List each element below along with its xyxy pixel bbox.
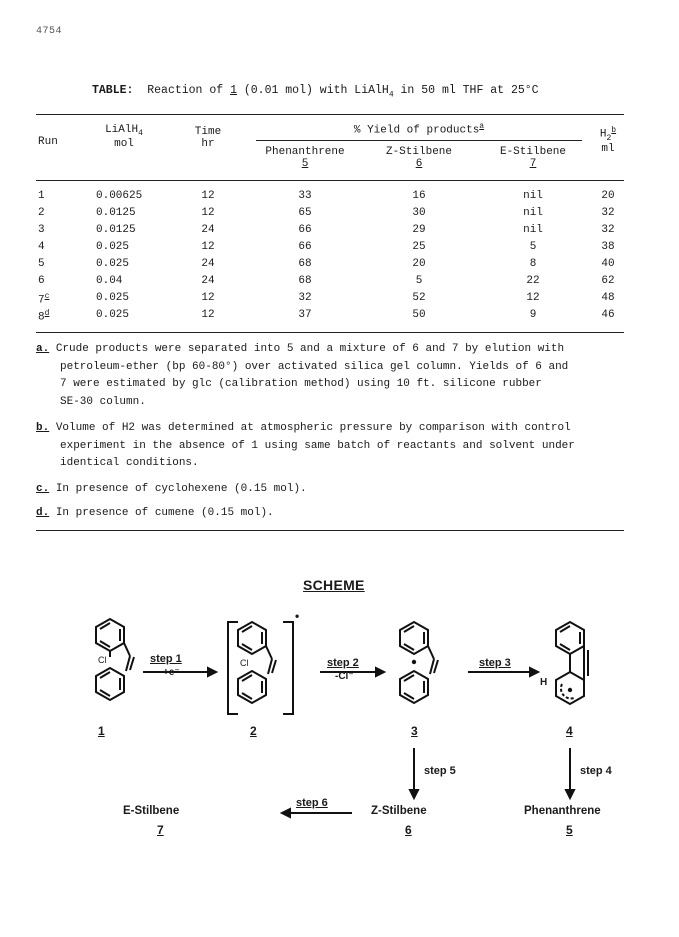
cell-run: 4	[38, 241, 45, 253]
cell-lialh4: 0.025	[96, 309, 130, 321]
page-number: 4754	[36, 26, 63, 37]
cell-z-stilbene: 5	[415, 275, 423, 287]
cell-z-stilbene: 52	[412, 292, 426, 304]
compound-1-number: 1	[98, 724, 105, 738]
footnote-a-line2: petroleum-ether (bp 60-80°) over activated silica gel column. Yields of 6 and	[60, 360, 569, 373]
cell-h2: 32	[601, 224, 615, 236]
cell-lialh4: 0.0125	[96, 224, 136, 236]
cell-phenanthrene: 32	[298, 292, 312, 304]
scheme-title: SCHEME	[303, 577, 365, 593]
cell-run: 3	[38, 224, 45, 236]
cell-time: 24	[201, 275, 215, 287]
cell-e-stilbene: 22	[526, 275, 540, 287]
header-z-stilbene-ref: 6	[415, 158, 423, 170]
phenanthrene-number: 5	[566, 823, 573, 837]
z-stilbene-number: 6	[405, 823, 412, 837]
cell-time: 12	[201, 292, 215, 304]
step-1-label: step 1	[150, 653, 182, 665]
header-h2-unit: ml	[601, 142, 615, 155]
cell-phenanthrene: 33	[298, 190, 312, 202]
cell-h2: 20	[601, 190, 615, 202]
header-lialh4-sub: 4	[138, 129, 143, 139]
cell-e-stilbene: nil	[523, 224, 543, 236]
header-lialh4-unit: mol	[114, 138, 134, 151]
phenanthrene-label: Phenanthrene	[524, 805, 601, 817]
footnote-c-text: In presence of cyclohexene (0.15 mol).	[55, 483, 307, 495]
cell-e-stilbene: nil	[523, 190, 543, 202]
cell-time: 12	[201, 207, 215, 219]
footnote-d-tag: d.	[36, 507, 50, 519]
footnote-b-line2: experiment in the absence of 1 using same batch of reactants and solvent under	[60, 439, 575, 452]
cell-run-number: 8	[38, 311, 45, 324]
cell-phenanthrene: 68	[298, 258, 312, 270]
step-1-reagent: +e⁻	[163, 667, 180, 678]
cell-phenanthrene: 66	[298, 241, 312, 253]
footnote-a-line3: 7 were estimated by glc (calibration method) using 10 ft. silicone rubber	[60, 378, 542, 390]
cell-e-stilbene: 5	[529, 241, 537, 253]
compound-4-number: 4	[566, 724, 573, 738]
header-phenanthrene-label: Phenanthrene	[265, 146, 345, 158]
header-z-stilbene-label: Z-Stilbene	[385, 146, 452, 158]
cell-h2: 38	[601, 241, 615, 253]
header-yield-group-label: % Yield of products	[353, 124, 480, 137]
z-stilbene-label: Z-Stilbene	[371, 805, 427, 817]
header-yield-group-note: a	[479, 122, 485, 131]
cell-time: 24	[201, 224, 215, 236]
cell-run: 2	[38, 207, 45, 219]
header-time-unit: hr	[201, 138, 215, 150]
cell-h2: 62	[601, 275, 615, 287]
cell-run: 1	[38, 190, 45, 202]
footnote-a-line1: Crude products were separated into 5 and a mixture of 6 and 7 by elution with	[55, 343, 565, 355]
cell-phenanthrene: 66	[298, 224, 312, 236]
header-h2-note: b	[611, 126, 617, 135]
footnote-a-line4: SE-30 column.	[60, 395, 146, 408]
cell-e-stilbene: 8	[529, 258, 537, 270]
compound-4-h-label: H	[540, 677, 548, 688]
cell-time: 12	[201, 241, 215, 253]
table-caption-ref: 1	[230, 84, 237, 97]
cell-z-stilbene: 20	[412, 258, 426, 270]
footnote-b-tag: b.	[36, 422, 50, 434]
cell-phenanthrene: 37	[298, 309, 312, 321]
step-6-label: step 6	[296, 797, 328, 809]
cell-time: 12	[201, 190, 215, 202]
cell-z-stilbene: 50	[412, 309, 426, 321]
header-h2-label: H	[599, 128, 607, 141]
compound-1-cl-label: Cl	[98, 655, 107, 665]
header-e-stilbene-label: E-Stilbene	[499, 146, 566, 158]
footnote-c-tag: c.	[36, 483, 50, 495]
table-caption-pre: Reaction of	[147, 84, 224, 97]
table-caption-post: in 50 ml THF at 25°C	[400, 84, 539, 97]
cell-z-stilbene: 30	[412, 207, 426, 219]
cell-lialh4: 0.00625	[96, 190, 143, 202]
cell-lialh4: 0.025	[96, 241, 130, 253]
cell-phenanthrene: 65	[298, 207, 312, 219]
cell-z-stilbene: 16	[412, 190, 426, 202]
cell-run: 6	[38, 275, 45, 287]
cell-lialh4: 0.025	[96, 292, 130, 304]
footnote-a-tag: a.	[36, 343, 50, 355]
step-3-label: step 3	[479, 657, 511, 669]
cell-time: 12	[201, 309, 215, 321]
cell-h2: 40	[601, 258, 615, 270]
cell-h2: 46	[601, 309, 615, 321]
step-2-reagent: -Cl⁻	[335, 671, 354, 682]
cell-lialh4: 0.04	[96, 275, 123, 287]
table-caption-mid: (0.01 mol) with LiAlH	[243, 84, 389, 97]
cell-run-number: 7	[38, 294, 45, 307]
cell-run: 5	[38, 258, 45, 270]
table-caption-sub: 4	[388, 90, 394, 100]
radical-anion-mark: •	[295, 609, 300, 623]
compound-2-structure	[228, 622, 293, 714]
step-4-label: step 4	[580, 765, 612, 777]
e-stilbene-label: E-Stilbene	[123, 805, 180, 817]
cell-run-note: d	[44, 309, 50, 318]
cell-lialh4: 0.025	[96, 258, 130, 270]
header-phenanthrene-ref: 5	[301, 158, 309, 170]
footnote-d-text: In presence of cumene (0.15 mol).	[55, 507, 274, 519]
footnote-b-line1: Volume of H2 was determined at atmospheric pressure by comparison with control	[55, 422, 571, 434]
cell-h2: 48	[601, 292, 615, 304]
compound-2-number: 2	[250, 724, 257, 738]
cell-phenanthrene: 68	[298, 275, 312, 287]
compound-3-structure	[400, 622, 438, 703]
cell-run-note: c	[44, 292, 50, 301]
cell-e-stilbene: nil	[523, 207, 543, 219]
compound-2-cl-label: Cl	[240, 658, 249, 668]
step-2-label: step 2	[327, 657, 359, 669]
table-caption-label: TABLE:	[92, 84, 134, 97]
cell-e-stilbene: 9	[529, 309, 537, 321]
header-run: Run	[38, 136, 58, 148]
cell-lialh4: 0.0125	[96, 207, 136, 219]
cell-z-stilbene: 29	[412, 224, 426, 236]
cell-h2: 32	[601, 207, 615, 219]
footnote-b-line3: identical conditions.	[60, 457, 199, 469]
header-time-label: Time	[194, 126, 222, 138]
cell-z-stilbene: 25	[412, 241, 426, 253]
cell-time: 24	[201, 258, 215, 270]
header-h2-sub: 2	[606, 133, 612, 143]
header-e-stilbene-ref: 7	[529, 158, 537, 170]
header-lialh4-label: LiAlH	[105, 124, 139, 136]
compound-3-number: 3	[411, 724, 418, 738]
step-5-label: step 5	[424, 765, 456, 777]
e-stilbene-number: 7	[157, 823, 164, 837]
cell-e-stilbene: 12	[526, 292, 540, 304]
compound-4-structure	[556, 622, 588, 704]
